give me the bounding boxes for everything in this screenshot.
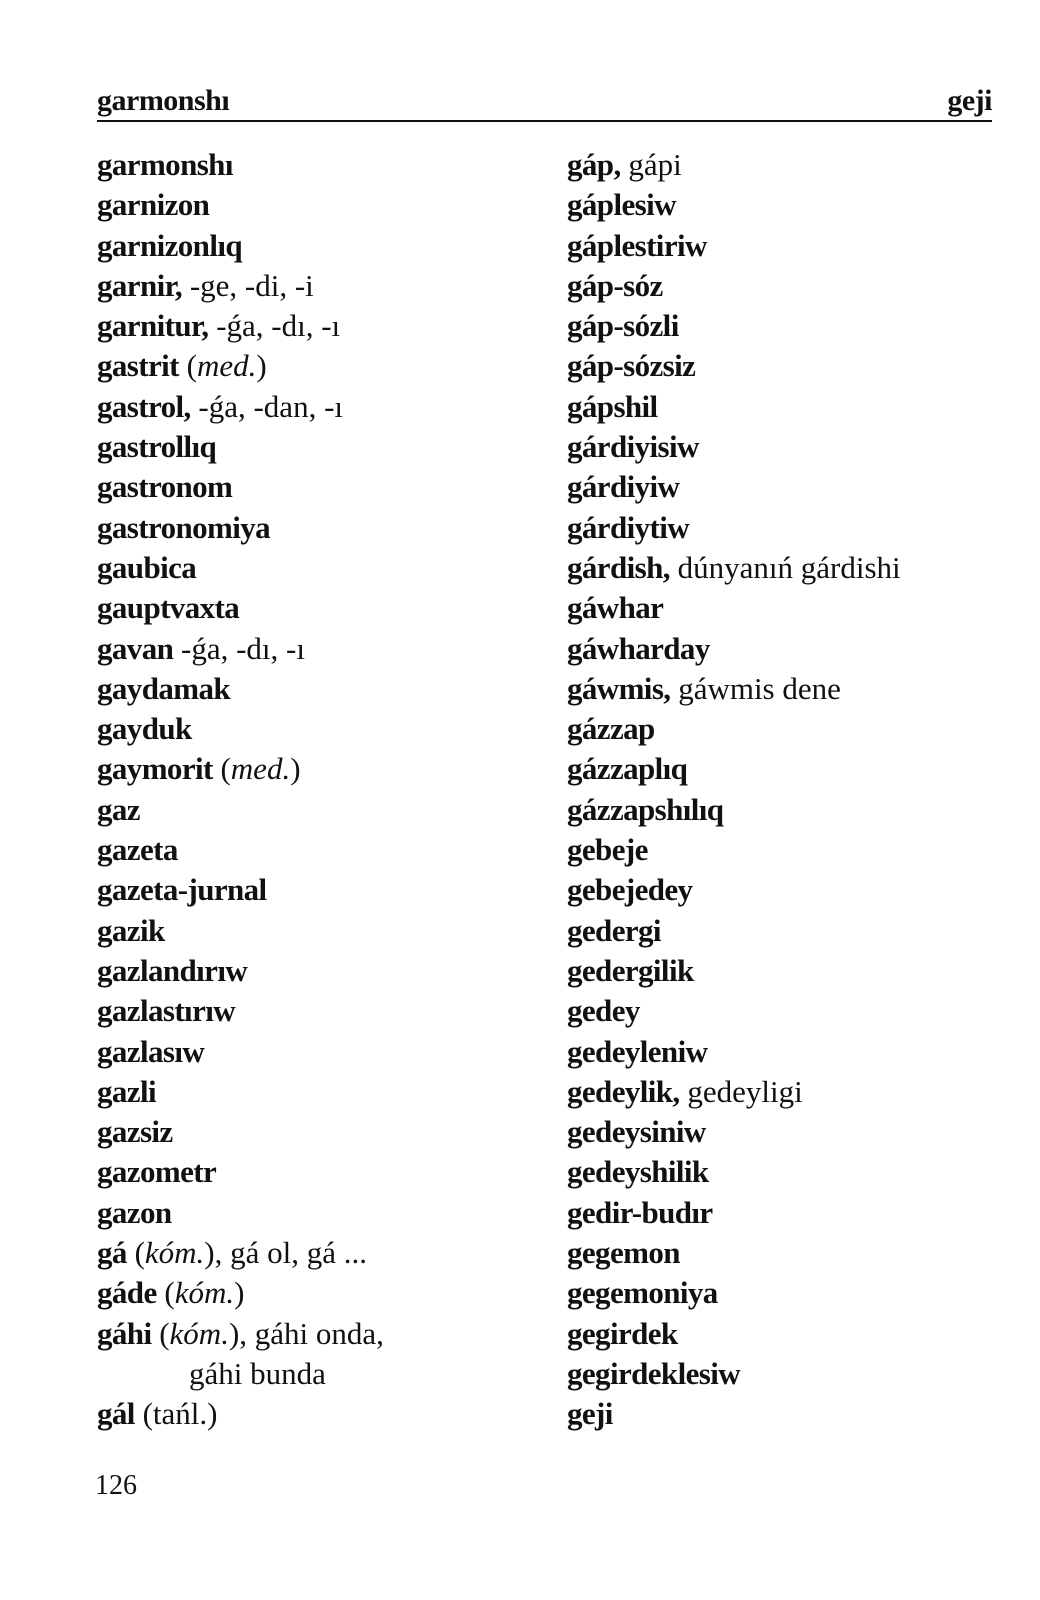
entry-headword: gázzapshılıq (567, 791, 724, 827)
dictionary-entry (567, 185, 1007, 225)
page-number: 126 (95, 1470, 137, 1501)
entry-forms: gáwmis dene (670, 670, 841, 706)
entry-headword: garnitur, (97, 308, 209, 344)
dictionary-entry (97, 145, 547, 185)
entry-headword: gebeje (567, 832, 648, 868)
entry-forms: gedeyligi (679, 1073, 803, 1109)
dictionary-entry (97, 588, 547, 628)
entry-headword: gauptvaxta (97, 590, 240, 626)
entry-headword: garnir, (97, 267, 183, 303)
entry-headword: gázzaplıq (567, 751, 688, 787)
entry-headword: gastrol, (97, 388, 191, 424)
running-head (97, 86, 992, 122)
dictionary-entry (567, 508, 1007, 548)
entry-headword: gedeysiniw (567, 1114, 706, 1150)
entry-headword: gazeta-jurnal (97, 872, 267, 908)
entry-headword: gazli (97, 1073, 156, 1109)
entry-headword: garnizonlıq (97, 227, 242, 263)
entry-headword: gastrit (97, 348, 179, 384)
entry-headword: gál (97, 1396, 135, 1432)
dictionary-entry (567, 266, 1007, 306)
dictionary-entry (567, 911, 1007, 951)
left-column (97, 145, 547, 1435)
entry-headword: gayduk (97, 711, 192, 747)
entry-headword: gedergi (567, 912, 661, 948)
dictionary-entry (567, 669, 1007, 709)
entry-headword: gazeta (97, 832, 178, 868)
dictionary-entry (567, 1354, 1007, 1394)
dictionary-entry (567, 548, 1007, 588)
dictionary-entry (567, 709, 1007, 749)
entry-headword: gá (97, 1235, 127, 1271)
dictionary-entry (97, 1032, 547, 1072)
dictionary-entry (97, 830, 547, 870)
dictionary-entry (97, 387, 547, 427)
dictionary-entry (567, 1152, 1007, 1192)
dictionary-entry (567, 387, 1007, 427)
dictionary-entry (97, 709, 547, 749)
entry-headword: gaubica (97, 549, 197, 585)
dictionary-entry (567, 1273, 1007, 1313)
dictionary-entry (97, 1394, 547, 1434)
entry-headword: gazometr (97, 1154, 217, 1190)
dictionary-entry (567, 1112, 1007, 1152)
dictionary-entry (97, 870, 547, 910)
dictionary-entry (567, 1032, 1007, 1072)
dictionary-entry (97, 669, 547, 709)
dictionary-entry (567, 870, 1007, 910)
entry-headword: garnizon (97, 187, 210, 223)
dictionary-entry (97, 467, 547, 507)
dictionary-entry (567, 749, 1007, 789)
entry-headword: gaz (97, 791, 140, 827)
entry-headword: gazlandırıw (97, 952, 248, 988)
entry-forms: (kóm.), gá ol, gá ... (126, 1235, 368, 1271)
dictionary-entry (97, 951, 547, 991)
entry-headword: gárdish, (567, 549, 670, 585)
dictionary-entry (567, 427, 1007, 467)
dictionary-entry (97, 1072, 547, 1112)
dictionary-entry (567, 629, 1007, 669)
dictionary-entry (567, 226, 1007, 266)
entry-headword: gáplesiw (567, 187, 676, 223)
entry-headword: gedey (567, 993, 640, 1029)
dictionary-entry (97, 548, 547, 588)
entry-headword: gazlastırıw (97, 993, 236, 1029)
entry-headword: gedeyshilik (567, 1154, 709, 1190)
entry-forms: (med.) (178, 348, 267, 384)
entry-headword: gáde (97, 1275, 157, 1311)
dictionary-entry (97, 306, 547, 346)
entry-headword: gastronom (97, 469, 233, 505)
entry-headword: gegirdeklesiw (567, 1355, 741, 1391)
dictionary-entry (97, 266, 547, 306)
dictionary-entry (567, 588, 1007, 628)
dictionary-entry (97, 427, 547, 467)
running-head-right: geji (947, 84, 992, 117)
entry-forms: dúnyanıń gárdishi (669, 549, 901, 585)
entry-headword: gegemon (567, 1235, 680, 1271)
dictionary-entry (567, 1314, 1007, 1354)
entry-headword: garmonshı (97, 147, 233, 182)
entry-headword: gazon (97, 1194, 172, 1230)
entry-headword: gáp-sózsiz (567, 348, 696, 384)
entry-forms: gáhi bunda (189, 1355, 326, 1391)
entry-headword: gaydamak (97, 670, 231, 706)
dictionary-entry (97, 1273, 547, 1313)
entry-headword: gáp-sóz (567, 267, 663, 303)
entry-forms: -ǵa, -dı, -ı (208, 308, 341, 344)
dictionary-entry (97, 911, 547, 951)
entry-headword: gaymorit (97, 751, 213, 787)
entry-forms: -ǵa, -dı, -ı (173, 630, 305, 666)
entry-headword: gedergilik (567, 952, 694, 988)
dictionary-entry (97, 1112, 547, 1152)
dictionary-entry (97, 1314, 547, 1354)
dictionary-entry (567, 306, 1007, 346)
entry-headword: gastronomiya (97, 509, 271, 545)
dictionary-entry (567, 1072, 1007, 1112)
dictionary-entry (97, 226, 547, 266)
entry-headword: gárdiyisiw (567, 429, 699, 465)
dictionary-entry (567, 1233, 1007, 1273)
entry-headword: gázzap (567, 711, 655, 747)
entry-headword: gáp-sózli (567, 308, 679, 344)
entry-forms: (med.) (212, 751, 301, 787)
entry-headword: gazsiz (97, 1114, 173, 1150)
dictionary-entry (97, 991, 547, 1031)
dictionary-entry (567, 830, 1007, 870)
dictionary-entry (567, 346, 1007, 386)
entry-headword: gegemoniya (567, 1275, 718, 1311)
running-head-left: garmonshı (97, 84, 230, 117)
right-column (567, 145, 1007, 1435)
entry-headword: gavan (97, 630, 174, 666)
dictionary-entry (567, 467, 1007, 507)
dictionary-entry (97, 508, 547, 548)
entry-headword: gáwhar (567, 590, 664, 626)
entry-forms: (kóm.), gáhi onda, (151, 1315, 384, 1351)
entry-headword: geji (567, 1396, 613, 1432)
dictionary-entry (97, 185, 547, 225)
entry-headword: gáplestiriw (567, 227, 707, 263)
dictionary-entry (567, 145, 1007, 185)
entry-headword: gáhi (97, 1315, 152, 1351)
entry-headword: gápshil (567, 388, 658, 424)
dictionary-entry (567, 1394, 1007, 1434)
entry-headword: gegirdek (567, 1315, 678, 1351)
dictionary-entry (567, 951, 1007, 991)
entry-forms: (tańl.) (134, 1396, 218, 1432)
dictionary-entry (567, 790, 1007, 830)
entry-forms: -ge, -di, -i (182, 267, 314, 303)
entry-forms: (kóm.) (156, 1275, 245, 1311)
entry-headword: gedeylik, (567, 1073, 680, 1109)
dictionary-entry (97, 1152, 547, 1192)
entry-headword: gedir-budır (567, 1194, 713, 1230)
entry-headword: gáp, (567, 147, 621, 182)
entry-headword: gazik (97, 912, 165, 948)
entry-headword: gárdiytiw (567, 509, 690, 545)
entry-headword: gastrollıq (97, 429, 217, 465)
entry-headword: gáwharday (567, 630, 710, 666)
entry-headword: gárdiyiw (567, 469, 680, 505)
dictionary-entry (97, 1354, 547, 1394)
dictionary-entry (97, 1233, 547, 1273)
entry-headword: gazlasıw (97, 1033, 205, 1069)
dictionary-entry (97, 749, 547, 789)
entry-forms: gápi (620, 147, 682, 182)
dictionary-entry (97, 790, 547, 830)
entry-headword: gedeyleniw (567, 1033, 708, 1069)
dictionary-entry (97, 346, 547, 386)
dictionary-entry (97, 1193, 547, 1233)
dictionary-entry (97, 629, 547, 669)
entry-headword: gáwmis, (567, 670, 671, 706)
entry-headword: gebejedey (567, 872, 693, 908)
dictionary-entry (567, 1193, 1007, 1233)
dictionary-entry (567, 991, 1007, 1031)
entry-forms: -ǵa, -dan, -ı (190, 388, 344, 424)
